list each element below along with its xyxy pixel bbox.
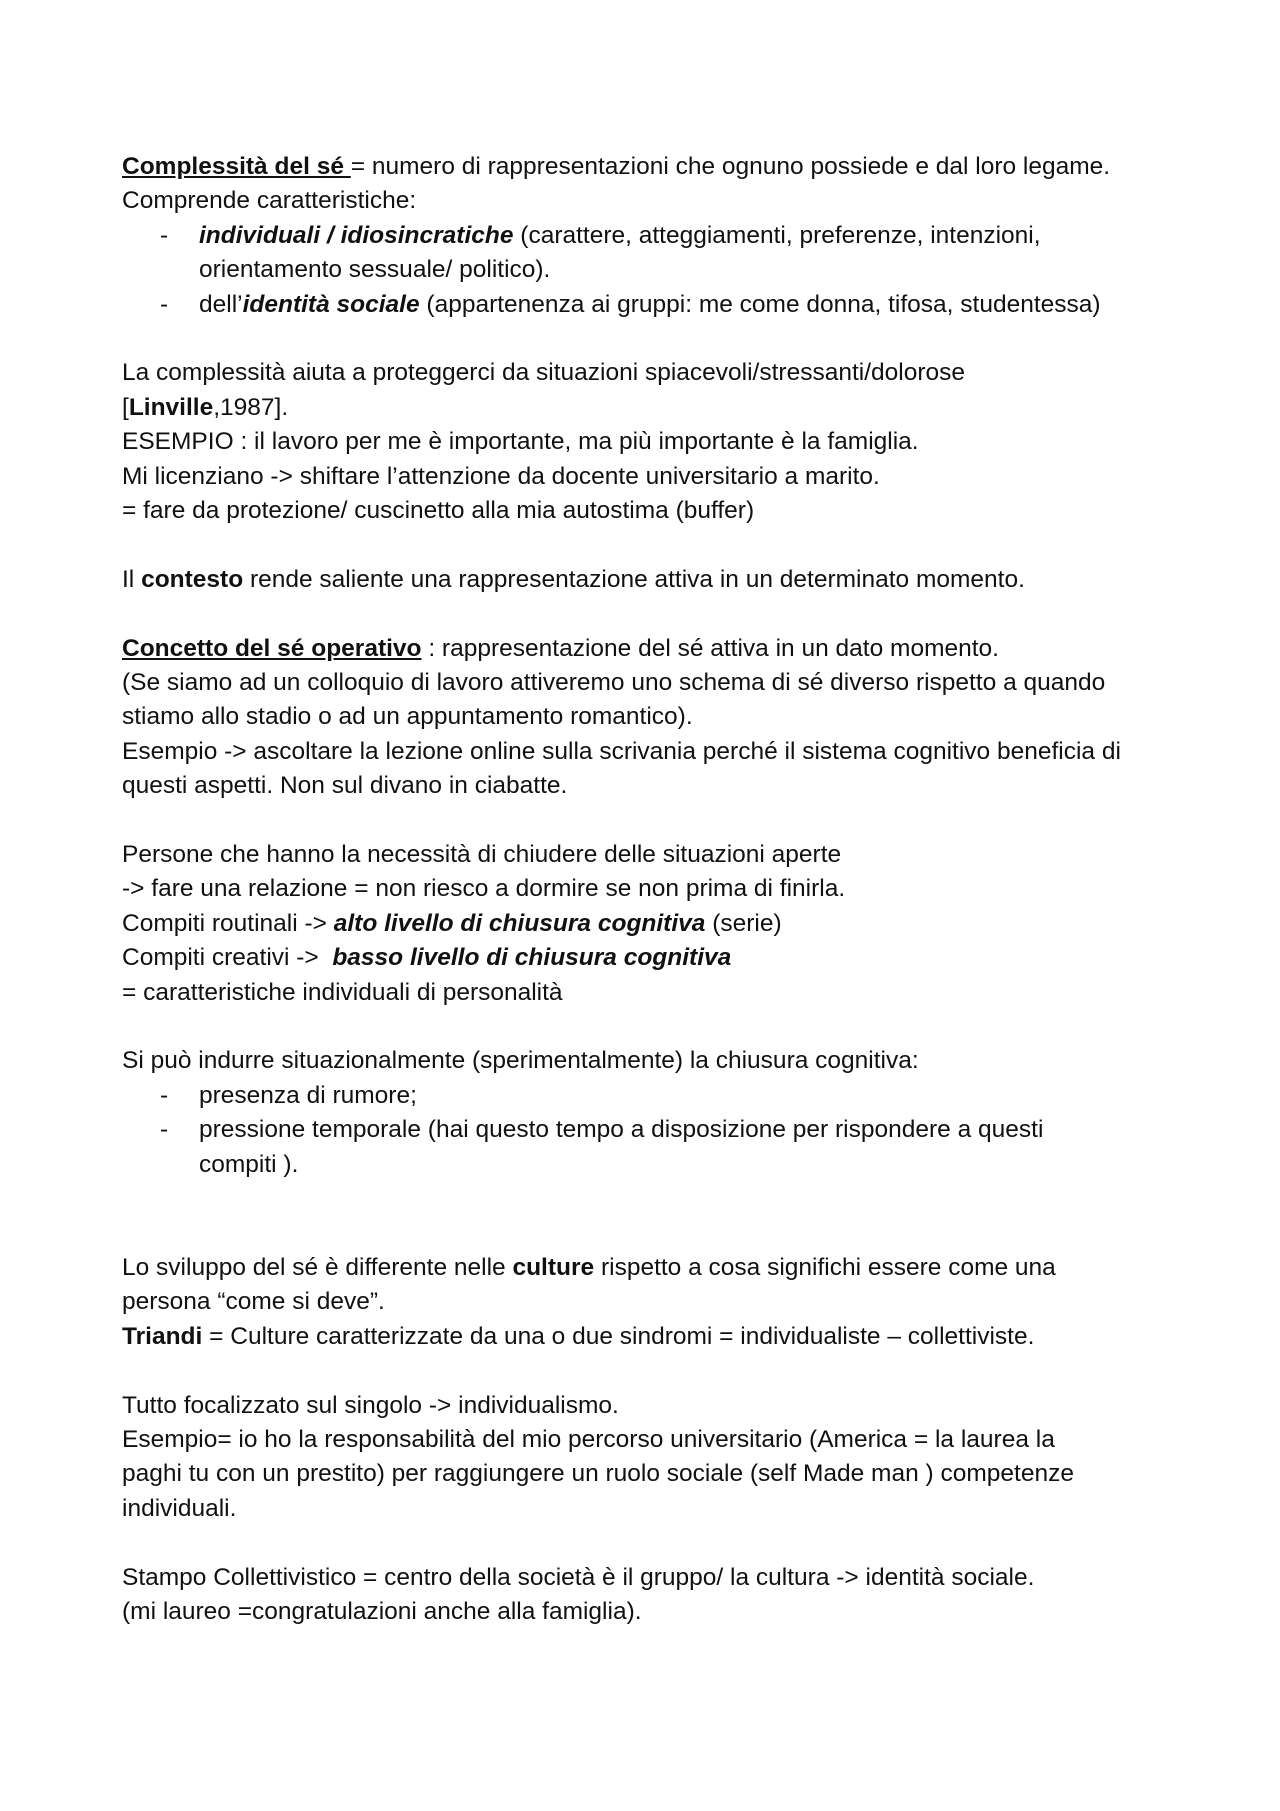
operative-self-definition	[122, 632, 1182, 666]
citation-open: [	[122, 393, 129, 421]
individual-desc-cont: orientamento sessuale/ politico).	[199, 256, 551, 284]
complexity-def-text: = numero di rappresentazioni che ognuno possiede e dal loro legame.	[350, 153, 1111, 180]
complexity-term: Complessità del sé	[122, 153, 351, 180]
triandi-desc: = Culture caratterizzate da una o due sindromi = individualiste – collettiviste.	[202, 1322, 1035, 1350]
culture-line	[122, 1251, 1182, 1285]
routine-suffix: (serie)	[705, 909, 782, 937]
paragraph-line: questi aspetti. Non sul divano in ciabatte.	[122, 772, 568, 800]
list-item	[122, 1079, 1182, 1113]
operative-self-term: Concetto del sé operativo	[122, 634, 422, 662]
context-prefix: Il	[122, 565, 142, 593]
paragraph-line: (Se siamo ad un colloquio di lavoro attiveremo uno schema di sé diverso rispetto a quando	[122, 669, 1106, 697]
paragraph-line: = caratteristiche individuali di personalità	[122, 978, 563, 1006]
list-item	[122, 219, 1182, 253]
citation-author: Linville	[128, 393, 214, 421]
creative-tasks-line	[122, 941, 1182, 975]
individual-term: individuali / idiosincratiche	[199, 221, 514, 249]
citation-year: ,1987].	[213, 393, 289, 421]
context-line	[122, 563, 1182, 597]
paragraph-line: (mi laureo =congratulazioni anche alla famiglia).	[122, 1597, 642, 1625]
paragraph-line: Mi licenziano -> shiftare l’attenzione da docente universitario a marito.	[122, 462, 880, 490]
paragraph-line: paghi tu con un prestito) per raggiungere un ruolo sociale (self Made man ) competenze	[122, 1460, 1074, 1488]
bullet-dash: -	[160, 1116, 169, 1144]
noise-item: presenza di rumore;	[199, 1081, 417, 1109]
paragraph-line: individuali.	[122, 1494, 237, 1522]
creative-prefix: Compiti creativi ->	[122, 944, 333, 972]
bullet-dash: -	[160, 1081, 169, 1109]
paragraph-line: Stampo Collettivistico = centro della società è il gruppo/ la cultura -> identità sociale.	[122, 1563, 1035, 1591]
time-pressure-item: pressione temporale (hai questo tempo a disposizione per rispondere a questi	[199, 1116, 1044, 1144]
complexity-definition	[122, 150, 1182, 184]
citation-line	[122, 391, 1182, 425]
triandi-line	[122, 1320, 1182, 1354]
context-desc: rende saliente una rappresentazione attiva in un determinato momento.	[243, 565, 1025, 593]
includes-intro: Comprende caratteristiche:	[122, 187, 417, 215]
list-item	[122, 1113, 1182, 1147]
routine-prefix: Compiti routinali ->	[122, 909, 334, 937]
list-item-continuation	[122, 1148, 1182, 1182]
low-closure-term: basso livello di chiusura cognitiva	[332, 944, 732, 972]
paragraph-line: Esempio -> ascoltare la lezione online sulla scrivania perché il sistema cognitivo beneficia di	[122, 737, 1121, 765]
time-pressure-item-cont: compiti ).	[199, 1150, 299, 1178]
routine-tasks-line	[122, 907, 1182, 941]
culture-prefix: Lo sviluppo del sé è differente nelle	[122, 1253, 513, 1281]
paragraph-line: Persone che hanno la necessità di chiudere delle situazioni aperte	[122, 841, 842, 869]
context-term: contesto	[141, 565, 244, 593]
paragraph-line: persona “come si deve”.	[122, 1288, 385, 1316]
social-identity-term: identità sociale	[242, 290, 420, 318]
operative-self-def: : rappresentazione del sé attiva in un dato momento.	[421, 634, 999, 662]
paragraph-line: Esempio= io ho la responsabilità del mio percorso universitario (America = la laurea la	[122, 1425, 1055, 1453]
bullet-dash: -	[160, 221, 169, 249]
culture-term: culture	[512, 1253, 595, 1281]
paragraph-line: Tutto focalizzato sul singolo -> individualismo.	[122, 1391, 619, 1419]
paragraph-line: La complessità aiuta a proteggerci da situazioni spiacevoli/stressanti/dolorose	[122, 359, 965, 387]
paragraph-line: ESEMPIO : il lavoro per me è importante, ma più importante è la famiglia.	[122, 428, 919, 456]
bullet-dash: -	[160, 290, 169, 318]
document-body	[122, 150, 1182, 1629]
paragraph-line: Si può indurre situazionalmente (sperimentalmente) la chiusura cognitiva:	[122, 1047, 919, 1075]
high-closure-term: alto livello di chiusura cognitiva	[333, 909, 706, 937]
culture-suffix: rispetto a cosa significhi essere come una	[594, 1253, 1056, 1281]
paragraph-line: -> fare una relazione = non riesco a dormire se non prima di finirla.	[122, 875, 846, 903]
social-prefix: dell’	[199, 290, 243, 318]
list-item-continuation	[122, 253, 1182, 287]
triandi-name: Triandi	[122, 1322, 203, 1350]
social-identity-desc: (appartenenza ai gruppi: me come donna, tifosa, studentessa)	[419, 290, 1101, 318]
list-item	[122, 288, 1182, 322]
paragraph-line: = fare da protezione/ cuscinetto alla mia autostima (buffer)	[122, 497, 755, 525]
individual-desc: (carattere, atteggiamenti, preferenze, intenzioni,	[513, 221, 1041, 249]
paragraph-line: stiamo allo stadio o ad un appuntamento romantico).	[122, 703, 693, 731]
